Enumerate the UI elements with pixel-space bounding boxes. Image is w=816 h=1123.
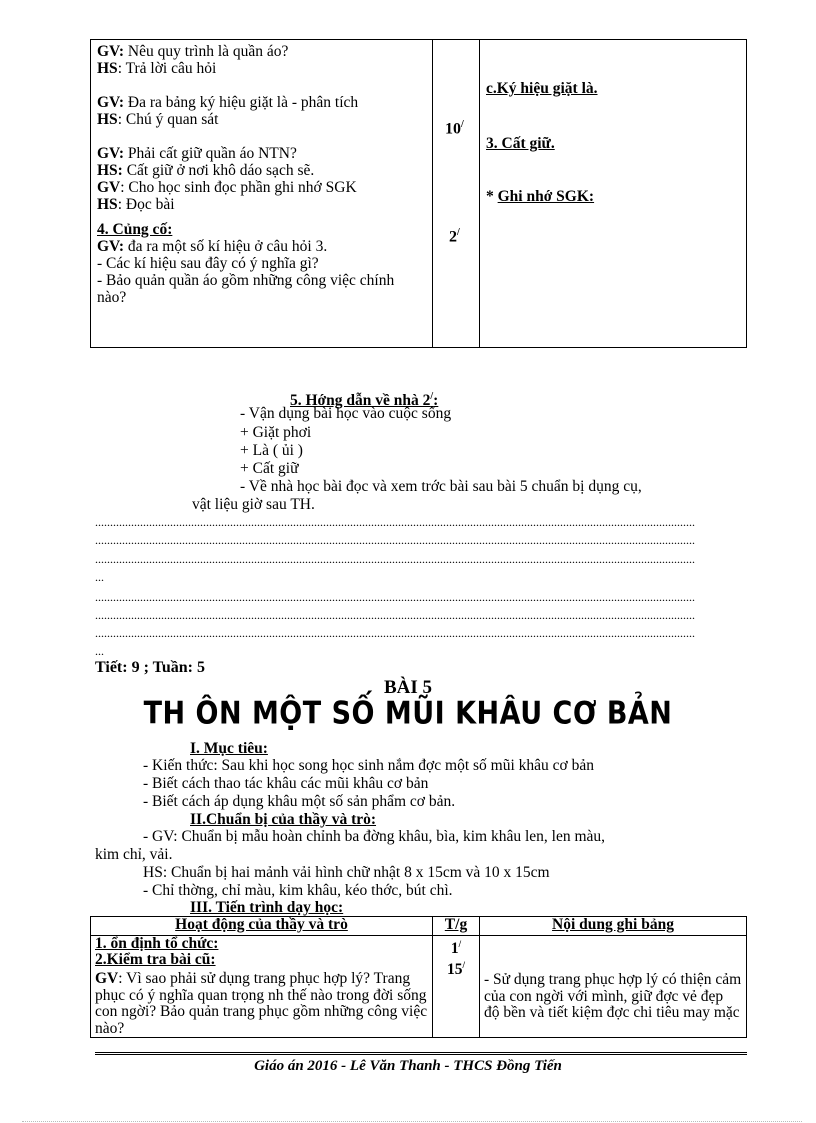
lesson-table-continued — [90, 39, 747, 348]
cungco-q1: - Các kí hiệu sau đây có ý nghĩa gì? — [97, 255, 319, 272]
row2-question: GV: Vì sao phải sử dụng trang phục hợp lý? Trang phục có ý nghĩa quan trọng nh thế nào trong đời sống con ngời? Bảo quản trang phục gồm những công việc nào? — [95, 970, 428, 1037]
content-column — [480, 40, 747, 348]
row-content — [480, 936, 747, 1038]
chuan-bi-gv: - GV: Chuẩn bị mẫu hoàn chỉnh ba đờng khâu, bìa, kim khâu len, len màu, — [143, 828, 606, 845]
muc-tieu-heading: I. Mục tiêu: — [190, 740, 268, 757]
lesson-plan-table — [90, 916, 747, 1038]
time-2: 2/ — [449, 227, 460, 246]
dotted-line: ........................................................................................................................................................................................................ — [95, 552, 695, 566]
line-gv-2: GV: Đa ra bảng ký hiệu giặt là - phân tích — [97, 94, 359, 111]
muc-tieu-line-3: - Biết cách áp dụng khâu một số sản phẩm cơ bản. — [143, 793, 456, 810]
dotted-line: ........................................................................................................................................................................................................ — [95, 626, 695, 640]
muc-tieu-line-1: - Kiến thức: Sau khi học song học sinh nắm đợc một số mũi khâu cơ bản — [143, 757, 594, 774]
activity-column — [91, 40, 433, 348]
header-content: Nội dung ghi bảng — [480, 917, 747, 936]
line-hs-1: HS: Trả lời câu hỏi — [97, 60, 217, 77]
huongdan-line-5: - Về nhà học bài đọc và xem trớc bài sau bài 5 chuẩn bị dụng cụ, — [240, 478, 642, 495]
huongdan-line-4: + Cất giữ — [240, 460, 299, 477]
row1-label: 1. ổn định tổ chức: — [95, 935, 219, 952]
cungco-gv: GV: đa ra một số kí hiệu ở câu hỏi 3. — [97, 238, 328, 255]
cungco-heading: 4. Củng cố: — [97, 221, 173, 238]
row-activity — [91, 936, 433, 1038]
line-gv-1: GV: Nêu quy trình là quần áo? — [97, 43, 289, 60]
header-activity: Hoạt động của thầy và trò — [91, 917, 433, 936]
time-column — [433, 40, 480, 348]
row2-time: 15/ — [446, 960, 465, 979]
line-hs-3: HS: Cất giữ ở nơi khô dáo sạch sẽ. — [97, 162, 315, 179]
dotted-line: ... — [95, 570, 104, 584]
chuan-bi-heading: II.Chuẩn bị của thầy và trò: — [190, 811, 377, 828]
row1-time: 1/ — [450, 939, 462, 958]
chuan-bi-hs: HS: Chuẩn bị hai mảnh vải hình chữ nhật 8 x 15cm và 10 x 15cm — [143, 864, 550, 881]
lesson-title: TH ÔN MỘT SỐ MŨI KHÂU CƠ BẢN — [143, 695, 673, 732]
header-time: T/g — [433, 917, 480, 936]
row2-label: 2.Kiểm tra bài cũ: — [95, 951, 216, 968]
huongdan-line-3: + Là ( ủi ) — [240, 442, 303, 459]
row2-answer: - Sử dụng trang phục hợp lý có thiện cảm của con ngời với mình, giữ đợc vẻ đẹp độ bền và tiết kiệm đợc chi tiêu may mặc — [484, 971, 742, 1021]
dotted-line: ........................................................................................................................................................................................................ — [95, 590, 695, 604]
table-header-row — [91, 917, 747, 936]
huongdan-heading: 5. Hớng dẫn về nhà 2/: — [290, 391, 439, 410]
line-hs-2: HS: Chú ý quan sát — [97, 111, 219, 128]
dotted-line: ........................................................................................................................................................................................................ — [95, 608, 695, 622]
huongdan-line-2: + Giặt phơi — [240, 424, 312, 441]
time-10: 10/ — [445, 119, 464, 138]
cungco-q2: - Bảo quản quần áo gồm những công việc chính nào? — [97, 272, 395, 306]
muc-tieu-line-2: - Biết cách thao tác khâu các mũi khâu cơ bản — [143, 775, 429, 792]
huongdan-line-cont: vật liệu giờ sau TH. — [192, 496, 315, 513]
heading-ghi-nho: * Ghi nhớ SGK: — [486, 188, 595, 205]
line-gv-4: GV: Cho học sinh đọc phần ghi nhớ SGK — [97, 179, 357, 196]
chuan-bi-hs-2: - Chỉ thờng, chỉ màu, kim khâu, kéo thớc, bút chì. — [143, 882, 453, 899]
huongdan-line-1: - Vận dụng bài học vào cuộc sống — [240, 405, 452, 422]
line-hs-4: HS: Đọc bài — [97, 196, 175, 213]
tiet-tuan: Tiết: 9 ; Tuần: 5 — [95, 659, 205, 676]
heading-cat-giu: 3. Cất giữ. — [486, 135, 555, 152]
line-gv-3: GV: Phải cất giữ quần áo NTN? — [97, 145, 297, 162]
footer-divider — [95, 1052, 747, 1055]
row-time — [433, 936, 480, 1038]
tien-trinh-heading: III. Tiến trình dạy học: — [190, 899, 344, 916]
heading-ky-hieu: c.Ký hiệu giặt là. — [486, 80, 598, 97]
dotted-line: ........................................................................................................................................................................................................ — [95, 533, 695, 547]
bai-number: BÀI 5 — [383, 677, 433, 698]
dotted-line: ... — [95, 644, 104, 658]
page-edge — [22, 1121, 802, 1122]
chuan-bi-gv-cont: kim chỉ, vải. — [95, 846, 173, 863]
page-footer: Giáo án 2016 - Lê Văn Thanh - THCS Đồng Tiến — [254, 1058, 562, 1074]
table-row — [91, 936, 747, 1038]
dotted-line: ........................................................................................................................................................................................................ — [95, 515, 695, 529]
